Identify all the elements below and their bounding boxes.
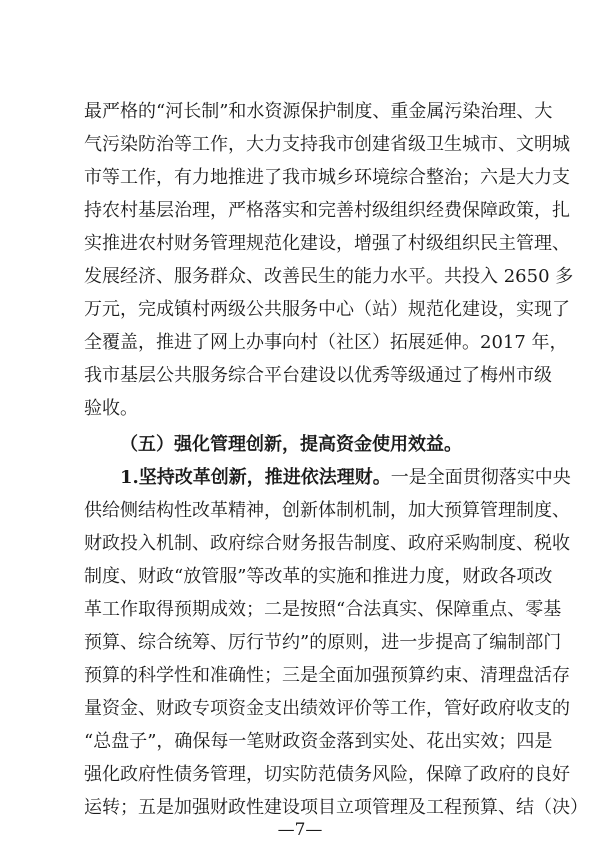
- subsection-first-text: 一是全面贯彻落实中央: [390, 467, 571, 488]
- body-line-2: 气污染防治等工作，大力支持我市创建省级卫生城市、文明城: [84, 134, 570, 155]
- section-heading: （五）强化管理创新，提高资金使用效益。: [120, 434, 462, 455]
- body-line-19: 量资金、财政专项资金支出绩效评价等工作，管好政府收支的: [84, 698, 570, 719]
- page-number: —7—: [277, 820, 323, 840]
- body-line-12: [120, 463, 571, 493]
- body-line-14: 财政投入机制、政府综合财务报告制度、政府采购制度、税收: [84, 533, 570, 554]
- body-line-6: 发展经济、服务群众、改善民生的能力水平。共投入 2650 多: [84, 266, 574, 287]
- body-line-15: 制度、财政“放管服”等改革的实施和推进力度，财政各项改: [84, 566, 553, 587]
- body-line-13: 供给侧结构性改革精神，创新体制机制，加大预算管理制度、: [84, 500, 570, 521]
- body-line-8: 全覆盖，推进了网上办事向村（社区）拓展延伸。2017 年，: [84, 332, 568, 353]
- body-line-16: 革工作取得预期成效；二是按照“合法真实、保障重点、零基: [84, 599, 562, 620]
- body-line-4: 持农村基层治理，严格落实和完善村级组织经费保障政策，扎: [84, 200, 570, 221]
- body-line-21: 强化政府性债务管理，切实防范债务风险，保障了政府的良好: [84, 764, 570, 785]
- subsection-heading: 1.坚持改革创新，推进依法理财。: [120, 467, 391, 488]
- body-line-1: 最严格的“河长制”和水资源保护制度、重金属污染治理、大: [84, 101, 553, 122]
- body-line-9: 我市基层公共服务综合平台建设以优秀等级通过了梅州市级: [84, 365, 552, 386]
- body-line-3: 市等工作，有力地推进了我市城乡环境综合整治；六是大力支: [84, 167, 570, 188]
- body-line-7: 万元，完成镇村两级公共服务中心（站）规范化建设，实现了: [84, 299, 570, 320]
- body-line-5: 实推进农村财务管理规范化建设，增强了村级组织民主管理、: [84, 233, 570, 254]
- body-line-22: 运转；五是加强财政性建设项目立项管理及工程预算、结（决）: [84, 797, 588, 818]
- body-line-20: “总盘子”，确保每一笔财政资金落到实处、花出实效；四是: [84, 731, 553, 752]
- body-line-10: 验收。: [84, 398, 138, 419]
- body-line-17: 预算、综合统筹、厉行节约”的原则，进一步提高了编制部门: [84, 632, 562, 653]
- body-line-18: 预算的科学性和准确性；三是全面加强预算约束、清理盘活存: [84, 665, 570, 686]
